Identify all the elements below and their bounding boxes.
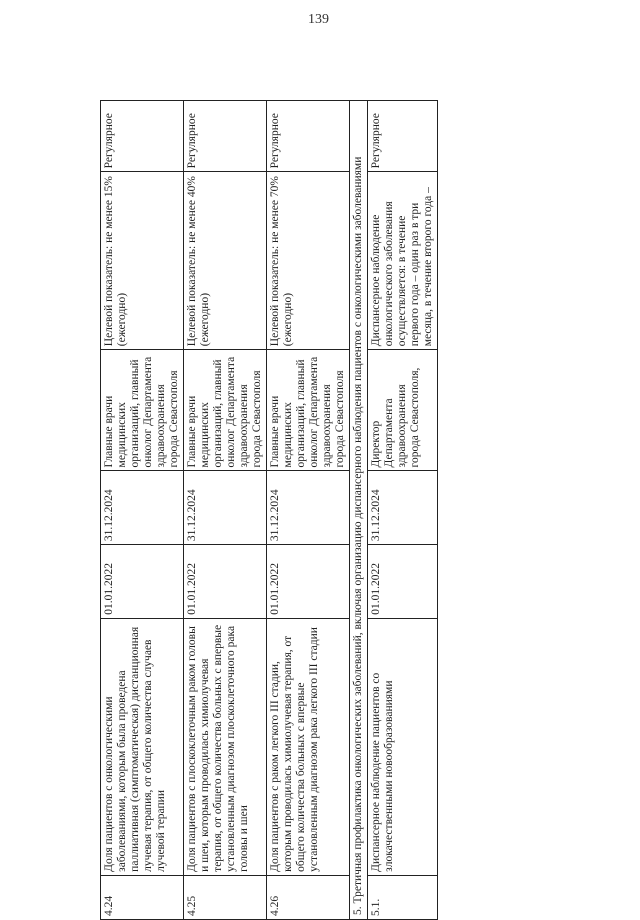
end-date: 31.12.2024: [267, 471, 350, 545]
row-number: 4.25: [184, 875, 267, 919]
table-row: [184, 101, 267, 920]
measure-name: Диспансерное наблюдение пациентов со злокачественными новообразованиями: [368, 618, 438, 875]
periodicity: Регулярное: [267, 101, 350, 172]
table-row: [368, 101, 438, 920]
table-row: [101, 101, 184, 920]
measure-name: Доля пациентов с плоскоклеточным раком головы и шеи, которым проводилась химиолучевая терапия, от общего количества больных с впервые установленным диагнозом плоскоклеточного рака головы и шеи: [184, 618, 267, 875]
section-row: [350, 101, 368, 920]
start-date: 01.01.2022: [267, 545, 350, 619]
responsible: Главные врачи медицинских организаций, главный онколог Департамента здравоохранения города Севастополя: [101, 350, 184, 471]
end-date: 31.12.2024: [101, 471, 184, 545]
indicator: Целевой показатель: не менее 70% (ежегодно): [267, 172, 350, 350]
periodicity: Регулярное: [184, 101, 267, 172]
end-date: 31.12.2024: [368, 471, 438, 545]
measure-name: Доля пациентов с раком легкого III стадии, которым проводилась химиолучевая терапия, от общего количества больных с впервые установленным диагнозом рака легкого III стадии: [267, 618, 350, 875]
start-date: 01.01.2022: [101, 545, 184, 619]
start-date: 01.01.2022: [368, 545, 438, 619]
row-number: 4.26: [267, 875, 350, 919]
table-row: [267, 101, 350, 920]
measure-name: Доля пациентов с онкологическими заболеваниями, которым была проведена паллиативная (симптоматическая) дистанционная лучевая терапия, от общего количества случаев лучевой терапии: [101, 618, 184, 875]
indicator: Диспансерное наблюдение онкологического заболевания осуществляется: в течение первого года – один раз в три месяца, в течение второго года –: [368, 172, 438, 350]
indicator: Целевой показатель: не менее 15% (ежегодно): [101, 172, 184, 350]
responsible: Главные врачи медицинских организаций, главный онколог Департамента здравоохранения города Севастополя: [184, 350, 267, 471]
measures-table: [100, 100, 438, 920]
start-date: 01.01.2022: [184, 545, 267, 619]
row-number: 5.1.: [368, 875, 438, 919]
section-title: 5. Третичная профилактика онкологических заболеваний, включая организацию диспансерного наблюдения пациентов с онкологическими заболеваниями: [350, 101, 368, 920]
rotated-table-container: [100, 100, 520, 920]
page-number: 139: [308, 12, 329, 27]
indicator: Целевой показатель: не менее 40% (ежегодно): [184, 172, 267, 350]
end-date: 31.12.2024: [184, 471, 267, 545]
periodicity: Регулярное: [368, 101, 438, 172]
row-number: 4.24: [101, 875, 184, 919]
responsible: Главные врачи медицинских организаций, главный онколог Департамента здравоохранения города Севастополя: [267, 350, 350, 471]
responsible: Директор Департамента здравоохранения города Севастополя,: [368, 350, 438, 471]
periodicity: Регулярное: [101, 101, 184, 172]
